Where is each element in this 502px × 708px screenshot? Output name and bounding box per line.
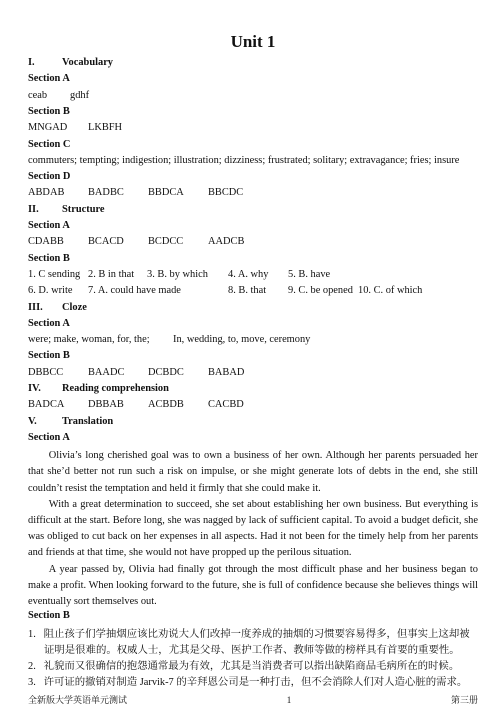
subsection-heading: Section A xyxy=(28,317,70,329)
answer-row: BADCA DBBAB ACBDB CACBD xyxy=(28,399,244,411)
footer-volume: 第三册 xyxy=(450,695,478,705)
translation-item: 2. 礼貌而又很确信的抱怨通常最为有效，尤其是当消费者可以指出缺陷商品毛病所在的时候。 xyxy=(28,660,460,672)
translation-item: 3. 许可证的撤销对制造 Jarvik-7 的辛拜恩公司是一种打击，但不会消除人们对人造心脏的需求。 xyxy=(28,677,468,689)
answer-row: CDABB BCACD BCDCC AADCB xyxy=(28,236,245,248)
translation-paragraph: With a great determination to succeed, she set about establishing her own business. But everything is difficult at the start. Before long, she was nagged by lack of sufficient capital. To avoid a budget deficit, she was obliged to cut back on her expenses in all aspects. Had it not been for the timely help from her parents and friends at that time, she would not have propped up the perilous situation. xyxy=(28,498,478,559)
subsection-heading: Section B xyxy=(28,350,70,362)
answer-row: ABDAB BADBC BBDCA BBCDC xyxy=(28,187,244,199)
subsection-heading: Section B xyxy=(28,252,70,264)
page-number: 1 xyxy=(286,695,292,705)
section-heading-cloze: III. Cloze xyxy=(28,301,87,313)
section-heading-translation: V. Translation xyxy=(28,415,114,427)
answer-row: 6. D. write 7. A. could have made 8. B. that 9. C. be opened 10. C. of which xyxy=(28,285,423,297)
subsection-heading: Section A xyxy=(28,220,70,232)
translation-item: 1. 阻止孩子们学抽烟应该比劝说大人们改掉一度养成的抽烟的习惯要容易得多，但事实上这却被证明是很难的。权威人士，尤其是父母、医护工作者、教师等做的榜样具有首要的重要性。 xyxy=(28,628,470,656)
answer-key-page xyxy=(28,0,478,691)
subsection-heading: Section B xyxy=(28,610,70,622)
answer-row: commuters; tempting; indigestion; illustration; dizziness; frustrated; solitary; extravagance; fries; insure xyxy=(28,154,460,166)
subsection-heading: Section C xyxy=(28,138,71,150)
page-footer xyxy=(28,695,478,706)
answer-row: were; make, woman, for, the; In, wedding, to, move, ceremony xyxy=(28,334,311,346)
section-heading-structure: II. Structure xyxy=(28,203,105,215)
section-heading-vocabulary: I. Vocabulary xyxy=(28,57,113,69)
subsection-heading: Section A xyxy=(28,431,70,443)
translation-paragraph: Olivia’s long cherished goal was to own a business of her own. Although her parents persuaded her that she’d better not run such a risk on impulse, or she might generate lots of debts in the end, she still couldn’t resist the temptation and held it firmly that she could make it. xyxy=(28,450,478,494)
answer-row: ceab gdhf xyxy=(28,89,90,101)
answer-row: 1. C sending 2. B in that 3. B. by which 4. A. why 5. B. have xyxy=(28,268,331,280)
answer-row: DBBCC BAADC DCBDC BABAD xyxy=(28,366,245,378)
page-title: Unit 1 xyxy=(230,32,276,51)
subsection-heading: Section B xyxy=(28,105,70,117)
translation-paragraph: A year passed by, Olivia had finally got through the most difficult phase and her business began to make a profit. When looking forward to the future, she is full of confidence because she believes things will eventually sort themselves out. xyxy=(28,563,478,608)
subsection-heading: Section A xyxy=(28,73,70,85)
footer-book-title: 全新版大学英语单元测试 xyxy=(28,695,128,705)
section-heading-reading: IV. Reading comprehension xyxy=(28,383,169,395)
subsection-heading: Section D xyxy=(28,171,71,183)
answer-row: MNGAD LKBFH xyxy=(28,122,123,134)
